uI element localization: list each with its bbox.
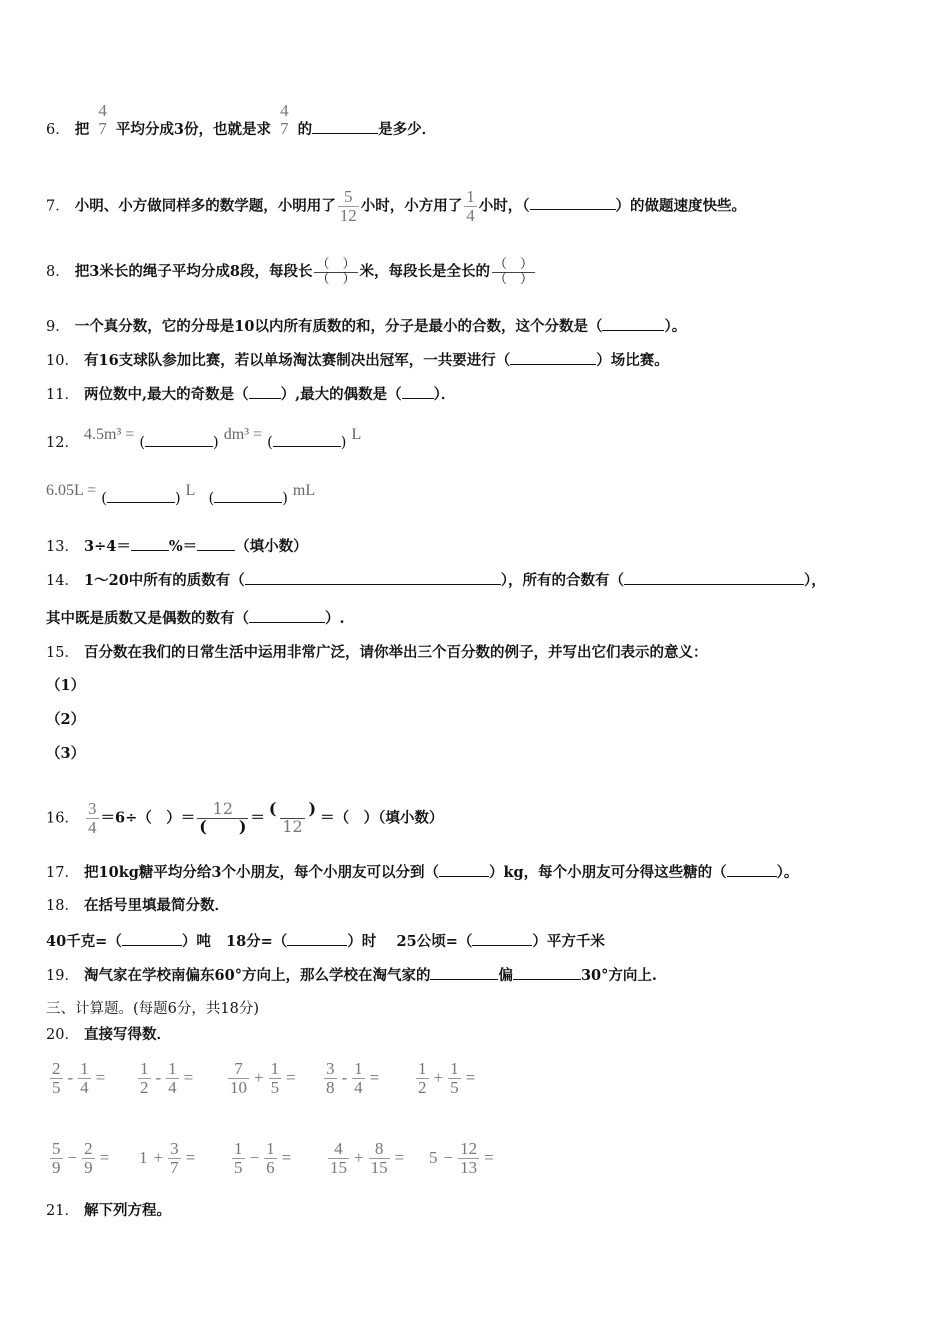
calc-equals: =: [185, 1148, 196, 1168]
q13-text-c: （填小数）: [235, 538, 308, 555]
q18-text-c2: ）时: [347, 933, 377, 950]
q8-number: 8．: [46, 264, 70, 281]
calc-fraction-den: 2: [418, 1077, 427, 1097]
q13-number: 13．: [46, 539, 79, 555]
question-9: [46, 316, 686, 337]
q10-text-b: ）场比赛。: [596, 352, 669, 369]
q19-text-b: 偏: [498, 967, 513, 984]
question-6: [46, 101, 437, 148]
question-18-line-2: [46, 931, 605, 952]
calc-equals: =: [183, 1068, 194, 1088]
q12-close-1: ): [213, 435, 219, 451]
question-20: [46, 1025, 171, 1045]
q8-text-a: 把3米长的绳子平均分成8段，每段长: [74, 263, 313, 281]
q12-paren-3: [101, 488, 180, 509]
calc-fraction-den: 15: [370, 1157, 388, 1177]
q6-fraction-1-num: 4: [98, 101, 107, 120]
q12-paren-4: [209, 488, 288, 509]
q12-blank-3[interactable]: [107, 488, 175, 503]
question-15: [46, 643, 708, 663]
q19-text-a: 淘气家在学校南偏东60°方向上，那么学校在淘气家的: [84, 967, 431, 984]
calc-equals: =: [484, 1148, 494, 1168]
q11-text-a: 两位数中,最大的奇数是（: [84, 386, 249, 403]
q6-text-b: 平均分成3份，也就是求: [115, 120, 272, 138]
q7-fraction-2-den: 4: [466, 205, 475, 225]
calc-fraction-den: 9: [84, 1157, 93, 1177]
q8-fraction-1-num[interactable]: （ ）: [316, 257, 356, 272]
q12-close-4: ): [282, 491, 288, 507]
q18-text-d1: 25公顷=（: [396, 933, 473, 950]
q7-fraction-1-num: 5: [344, 187, 353, 206]
calc-fraction-num: 1: [270, 1059, 280, 1078]
q10-text-a: 有16支球队参加比赛，若以单场淘汰赛制决出冠军，一共要进行（: [84, 352, 511, 369]
q7-fraction-2-num: 1: [466, 187, 475, 206]
calc-fraction-num: 1: [354, 1059, 363, 1078]
q20-text-a: 直接写得数．: [84, 1026, 172, 1043]
calc-operator: -: [155, 1068, 162, 1088]
q21-number: 21．: [46, 1203, 79, 1219]
q12-paren-1: [139, 432, 218, 453]
q6-fraction-1: [96, 102, 109, 138]
q16-text-f: ＝（ ）（填小数）: [320, 809, 444, 827]
calc-fraction: [228, 1060, 249, 1097]
q8-fraction-1: [314, 258, 357, 286]
q6-text-c: 的: [297, 120, 313, 138]
q17-text-a: 把10kg糖平均分给3个小朋友，每个小朋友可以分到（: [84, 864, 439, 881]
calc-fraction: [352, 1060, 365, 1097]
q6-fraction-1-den: 7: [98, 118, 107, 138]
q9-number: 9．: [46, 319, 70, 335]
q18-text-b2: ）吨: [181, 933, 211, 950]
calc-operator: +: [433, 1068, 444, 1088]
q12-open-3: (: [101, 491, 107, 507]
q19-text-c: 30°方向上.: [580, 967, 657, 984]
calc-fraction-num: 1: [266, 1139, 275, 1158]
q16-fraction-2-num: 12: [212, 799, 234, 819]
calc-operator: -: [67, 1068, 74, 1088]
q6-text-a: 把: [74, 120, 90, 138]
q7-text-b: 小时，小方用了: [360, 197, 463, 215]
calc-equals: =: [286, 1068, 296, 1088]
q12-text-e: L: [185, 482, 196, 499]
q14-blank-3[interactable]: [249, 608, 325, 623]
q18-text-a: 在括号里填最简分数．: [84, 897, 230, 914]
q16-fraction-1-num: 3: [88, 799, 97, 818]
calc-fraction-den: 15: [330, 1157, 347, 1177]
q7-text-d: ）的做题速度快些。: [615, 197, 747, 215]
q11-text-b: ）,最大的偶数是（: [280, 386, 402, 403]
calc-fraction-num: 3: [170, 1139, 179, 1158]
calc-whole-number: 5: [429, 1148, 438, 1168]
q12-close-3: ): [174, 491, 181, 507]
q16-fraction-2-den[interactable]: ( ): [199, 816, 247, 836]
q18-text-d2: ）平方千米: [532, 933, 605, 950]
q12-close-2: ): [340, 435, 347, 451]
q11-blank-1[interactable]: [249, 384, 281, 399]
calc-operator: +: [153, 1148, 164, 1168]
q19-blank-1[interactable]: [430, 965, 498, 980]
q20-number: 20．: [46, 1027, 79, 1043]
calc-expression: [322, 1060, 382, 1097]
calc-fraction-num: 1: [140, 1059, 149, 1078]
q13-blank-2[interactable]: [197, 536, 235, 551]
calc-expression: [136, 1060, 196, 1097]
q12-text-f: mL: [292, 482, 316, 499]
calc-fraction: [448, 1060, 461, 1097]
q15-text-a: 百分数在我们的日常生活中运用非常广泛，请你举出三个百分数的例子，并写出它们表示的意义：: [84, 644, 708, 661]
q9-answer-blank[interactable]: [602, 316, 664, 331]
q14-blank-1[interactable]: [245, 570, 501, 585]
q19-number: 19．: [46, 968, 79, 984]
q18-number: 18．: [46, 898, 79, 914]
calc-fraction-den: 5: [450, 1077, 459, 1097]
q12-open-4: (: [208, 491, 215, 507]
q12-open-2: (: [267, 435, 273, 451]
calc-fraction-num: 1: [450, 1059, 459, 1078]
q18-text-b1: 40千克=（: [46, 933, 122, 950]
q12-text-b: dm³ =: [223, 426, 263, 443]
q10-answer-blank[interactable]: [510, 350, 596, 365]
section-3-heading: 三、计算题。(每题6分，共18分): [46, 1001, 259, 1017]
q8-fraction-2-num[interactable]: （ ）: [494, 257, 534, 272]
q17-blank-1[interactable]: [439, 862, 489, 877]
q17-blank-2[interactable]: [727, 862, 777, 877]
calc-equals: =: [394, 1148, 405, 1168]
calc-fraction: [82, 1140, 95, 1177]
q11-number: 11．: [46, 387, 79, 403]
q12-text-d: 6.05L =: [46, 482, 97, 499]
question-19: [46, 965, 657, 986]
calc-fraction-num: 5: [52, 1139, 61, 1158]
calc-operator: +: [354, 1148, 364, 1168]
q15-item-1[interactable]: （1）: [46, 677, 86, 694]
calc-expression: [414, 1060, 478, 1097]
calc-fraction-den: 6: [266, 1157, 275, 1177]
q17-text-c: ）。: [776, 864, 799, 881]
question-8: [46, 258, 537, 286]
q12-blank-2[interactable]: [273, 432, 341, 447]
question-16: [46, 800, 443, 837]
q18-blank-3[interactable]: [472, 931, 532, 946]
calc-expression: [48, 1140, 112, 1177]
calc-fraction: [328, 1140, 349, 1177]
calc-equals: =: [465, 1068, 476, 1088]
calc-fraction: [50, 1140, 63, 1177]
q7-fraction-2: [464, 188, 477, 225]
q16-fraction-1: [86, 800, 99, 837]
calc-fraction: [269, 1060, 282, 1097]
question-10: [46, 350, 669, 371]
question-12-line-2: [46, 480, 316, 507]
q14-text-c: ），: [804, 572, 826, 589]
calc-fraction: [264, 1140, 277, 1177]
q14-blank-2[interactable]: [624, 570, 804, 585]
q11-blank-2[interactable]: [402, 384, 434, 399]
calc-fraction-num: 12: [460, 1139, 478, 1158]
question-7: [46, 188, 746, 225]
q16-fraction-2: [197, 801, 248, 836]
question-17: [46, 862, 798, 883]
calc-fraction-num: 3: [326, 1059, 335, 1078]
q16-text-d: ＝: [250, 809, 265, 827]
q17-text-b: ）kg，每个小朋友可分得这些糖的（: [488, 864, 727, 881]
q6-number: 6．: [46, 121, 70, 138]
calc-fraction-den: 9: [52, 1157, 61, 1177]
q8-fraction-2-den[interactable]: （ ）: [494, 271, 534, 287]
calc-expression: [136, 1140, 198, 1177]
calc-expression: [48, 1060, 108, 1097]
q6-fraction-2-den: 7: [280, 118, 289, 138]
calc-fraction: [369, 1140, 390, 1177]
q12-number: 12．: [46, 435, 79, 451]
q12-blank-4[interactable]: [214, 488, 282, 503]
q6-fraction-2-num: 4: [280, 101, 289, 120]
question-14-line-2: [46, 608, 345, 629]
calc-operator: +: [254, 1068, 264, 1088]
calc-fraction-den: 5: [234, 1157, 243, 1177]
calc-fraction: [168, 1140, 181, 1177]
q18-blank-1[interactable]: [122, 931, 182, 946]
calc-fraction-num: 1: [234, 1139, 243, 1158]
calc-fraction-den: 4: [80, 1077, 89, 1097]
q8-fraction-2: [492, 258, 535, 286]
question-13: [46, 536, 308, 557]
calc-expression: [426, 1140, 497, 1177]
calc-fraction: [458, 1140, 479, 1177]
calc-fraction: [50, 1060, 63, 1097]
q9-text-a: 一个真分数，它的分母是10以内所有质数的和，分子是最小的合数，这个分数是（: [74, 318, 603, 335]
q13-text-b: %＝: [168, 538, 198, 555]
calc-fraction-num: 1: [80, 1059, 89, 1078]
q8-fraction-1-den[interactable]: （ ）: [316, 271, 356, 287]
calc-expression: [230, 1140, 294, 1177]
q14-text-b: ），所有的合数有（: [500, 572, 625, 589]
q6-fraction-2: [278, 102, 291, 138]
q15-number: 15．: [46, 645, 79, 661]
question-18: [46, 896, 229, 916]
calc-fraction-den: 2: [140, 1077, 149, 1097]
q12-paren-2: [267, 432, 346, 453]
q18-blank-2[interactable]: [287, 931, 347, 946]
calc-fraction-den: 13: [460, 1157, 478, 1177]
calc-expression: [326, 1140, 407, 1177]
calc-fraction-den: 5: [270, 1077, 280, 1097]
q9-text-b: ）。: [664, 318, 687, 335]
question-11: [46, 384, 455, 405]
calc-expression: [226, 1060, 299, 1097]
q21-text-a: 解下列方程。: [84, 1202, 172, 1219]
calc-equals: =: [95, 1068, 106, 1088]
q14-number: 14．: [46, 573, 79, 589]
calc-whole-number: 1: [139, 1148, 148, 1168]
calc-fraction: [166, 1060, 179, 1097]
q7-text-c: 小时，（: [478, 197, 530, 215]
q16-number: 16．: [46, 810, 79, 827]
q12-blank-1[interactable]: [145, 432, 213, 447]
calc-fraction-den: 4: [354, 1077, 363, 1097]
q16-fraction-1-den: 4: [88, 817, 97, 837]
calc-fraction: [416, 1060, 429, 1097]
calc-fraction-den: 4: [168, 1077, 177, 1097]
q16-text-a: ＝6÷（ ）＝: [100, 809, 196, 827]
q17-number: 17．: [46, 865, 79, 881]
q10-number: 10．: [46, 353, 79, 369]
q6-text-d: 是多少．: [378, 120, 437, 138]
q11-text-c: ）．: [433, 386, 456, 403]
calc-equals: =: [369, 1068, 380, 1088]
calc-operator: −: [249, 1148, 260, 1168]
q16-fraction-3-den: 12: [282, 816, 303, 836]
question-21: [46, 1201, 171, 1221]
calc-operator: −: [443, 1148, 454, 1168]
q14-text-a: 1～20中所有的质数有（: [84, 572, 245, 589]
q7-fraction-1-den: 12: [339, 205, 357, 225]
calc-fraction: [138, 1060, 151, 1097]
calc-fraction-num: 1: [418, 1059, 427, 1078]
calc-fraction: [78, 1060, 91, 1097]
q13-text-a: 3÷4＝: [84, 538, 131, 555]
calc-fraction-num: 2: [52, 1059, 61, 1078]
q16-fraction-3: [267, 801, 318, 836]
calc-operator: -: [341, 1068, 348, 1088]
q12-text-a: 4.5m³ =: [84, 426, 135, 443]
q15-item-3[interactable]: （3）: [46, 745, 86, 762]
calc-operator: −: [67, 1148, 78, 1168]
question-14: [46, 570, 826, 591]
calc-fraction-den: 10: [230, 1077, 247, 1097]
q6-answer-blank[interactable]: [312, 119, 378, 134]
calc-fraction-num: 4: [334, 1139, 343, 1158]
calc-equals: =: [281, 1148, 292, 1168]
calc-fraction: [324, 1060, 337, 1097]
q14-text-e: ）.: [325, 610, 345, 627]
q19-blank-2[interactable]: [513, 965, 581, 980]
calc-fraction: [232, 1140, 245, 1177]
calc-equals: =: [99, 1148, 110, 1168]
q7-number: 7．: [46, 198, 70, 215]
q7-answer-blank[interactable]: [530, 195, 616, 210]
q18-text-c1: 18分=（: [225, 933, 288, 950]
question-12: [46, 424, 362, 451]
calc-fraction-num: 7: [234, 1059, 243, 1078]
calc-fraction-num: 1: [168, 1059, 177, 1078]
q16-fraction-3-num[interactable]: ( ): [268, 799, 317, 819]
q14-text-d: 其中既是质数又是偶数的数有（: [46, 610, 249, 627]
q12-open-1: (: [139, 435, 146, 451]
q15-item-2[interactable]: （2）: [46, 711, 86, 728]
q7-text-a: 小明、小方做同样多的数学题，小明用了: [74, 197, 336, 215]
q8-text-b: 米，每段长是全长的: [359, 263, 490, 281]
calc-fraction-num: 2: [84, 1139, 93, 1158]
q13-blank-1[interactable]: [131, 536, 169, 551]
q7-fraction-1: [338, 188, 359, 225]
calc-fraction-num: 8: [374, 1139, 384, 1158]
calc-fraction-den: 5: [52, 1077, 61, 1097]
calc-fraction-den: 7: [170, 1157, 179, 1177]
calc-fraction-den: 8: [326, 1077, 335, 1097]
q12-text-c: L: [351, 426, 362, 443]
